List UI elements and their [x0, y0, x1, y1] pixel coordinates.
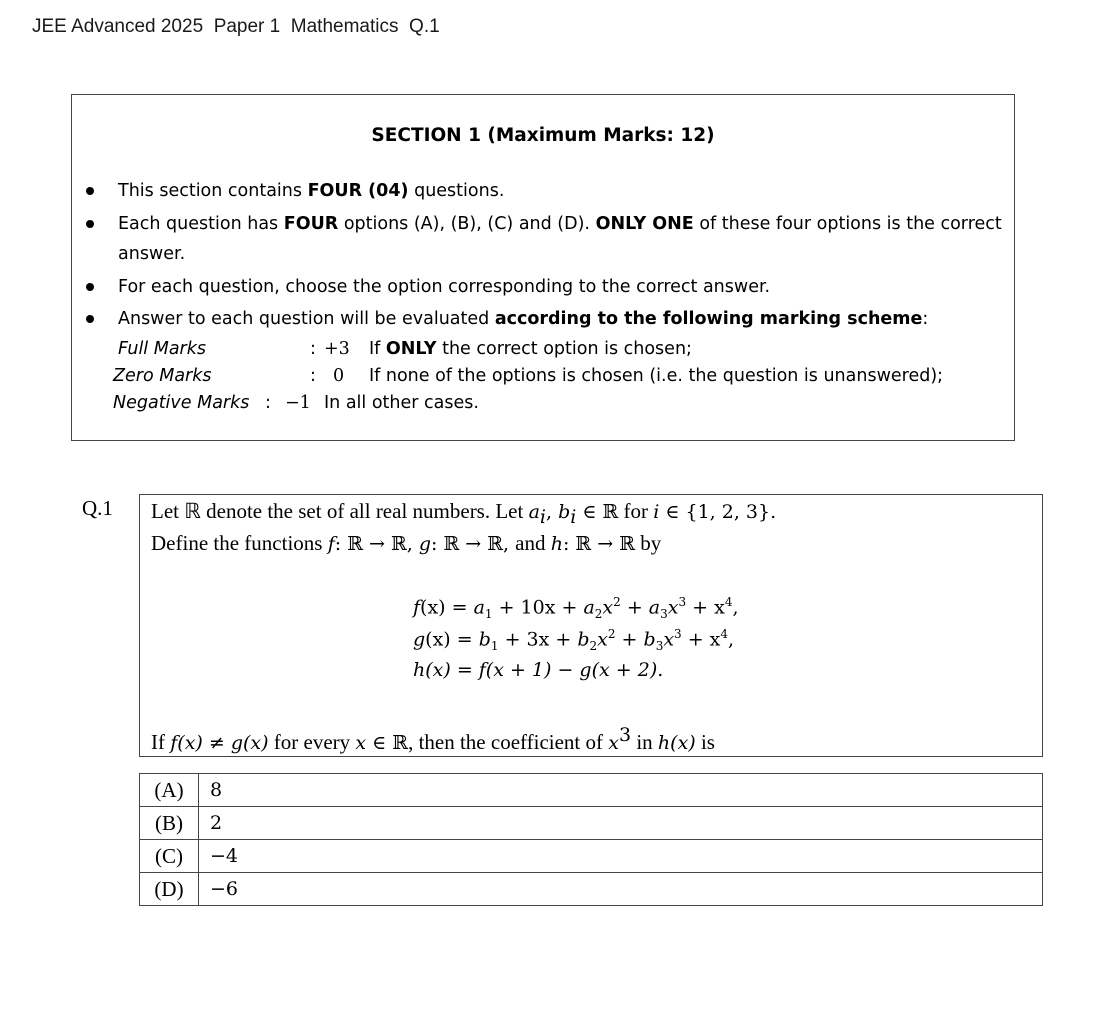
equation-h: h(x) = f(x + 1) − g(x + 2). — [413, 659, 664, 681]
option-value[interactable]: 8 — [199, 774, 1043, 807]
instruction-continuation: answer. — [118, 244, 186, 264]
option-label[interactable]: (B) — [140, 807, 199, 840]
option-label[interactable]: (A) — [140, 774, 199, 807]
option-label[interactable]: (C) — [140, 840, 199, 873]
option-value[interactable]: 2 — [199, 807, 1043, 840]
bullet-icon — [86, 283, 94, 291]
option-value[interactable]: −6 — [199, 873, 1043, 906]
instruction-bullet: This section contains FOUR (04) questions. — [118, 181, 505, 201]
question-number: Q.1 — [82, 496, 113, 520]
equation-f: $f(x) = a_1 + 10x + a_2x^2 + a_3x^3 + x^4$, — [413, 595, 739, 622]
option-row-c[interactable] — [140, 840, 1043, 873]
equation-g: $g(x) = b_1 + 3x + b_2x^2 + b_3x^3 + x^4$, — [413, 627, 735, 654]
marking-row-zero: Zero Marks : 0 If none of the options is chosen (i.e. the question is unanswered); — [113, 366, 944, 386]
marking-row-negative: Negative Marks : −1 In all other cases. — [113, 393, 479, 413]
instruction-bullet: For each question, choose the option corresponding to the correct answer. — [118, 277, 771, 297]
marking-row-full: Full Marks : +3 If ONLY the correct option is chosen; — [118, 339, 692, 359]
option-label[interactable]: (D) — [140, 873, 199, 906]
instruction-bullet: Each question has FOUR options (A), (B), (C) and (D). ONLY ONE of these four options is the correct — [118, 214, 1002, 234]
instruction-bullet: Answer to each question will be evaluated according to the following marking scheme: — [118, 309, 929, 329]
option-row-b[interactable] — [140, 807, 1043, 840]
page-header: JEE Advanced 2025 Paper 1 Mathematics Q.1 — [32, 16, 440, 37]
bullet-icon — [86, 187, 94, 195]
question-line-3: If f(x) ≠ g(x) for every x ∈ ℝ, then the coefficient of $x^3$ in h(x) is — [151, 724, 715, 754]
question-line-1: Let ℝ denote the set of all real numbers. Let $a_i$, $b_i$ ∈ ℝ for i ∈ {1, 2, 3}. — [151, 499, 777, 529]
question-box — [139, 494, 1043, 757]
option-value[interactable]: −4 — [199, 840, 1043, 873]
question-line-2: Define the functions f: ℝ → ℝ, g: ℝ → ℝ, and h: ℝ → ℝ by — [151, 531, 662, 555]
section-title: SECTION 1 (Maximum Marks: 12) — [371, 125, 715, 146]
bullet-icon — [86, 315, 94, 323]
bullet-icon — [86, 220, 94, 228]
option-row-a[interactable] — [140, 774, 1043, 807]
instructions-box — [71, 94, 1015, 441]
option-row-d[interactable] — [140, 873, 1043, 906]
options-table — [139, 773, 1043, 906]
